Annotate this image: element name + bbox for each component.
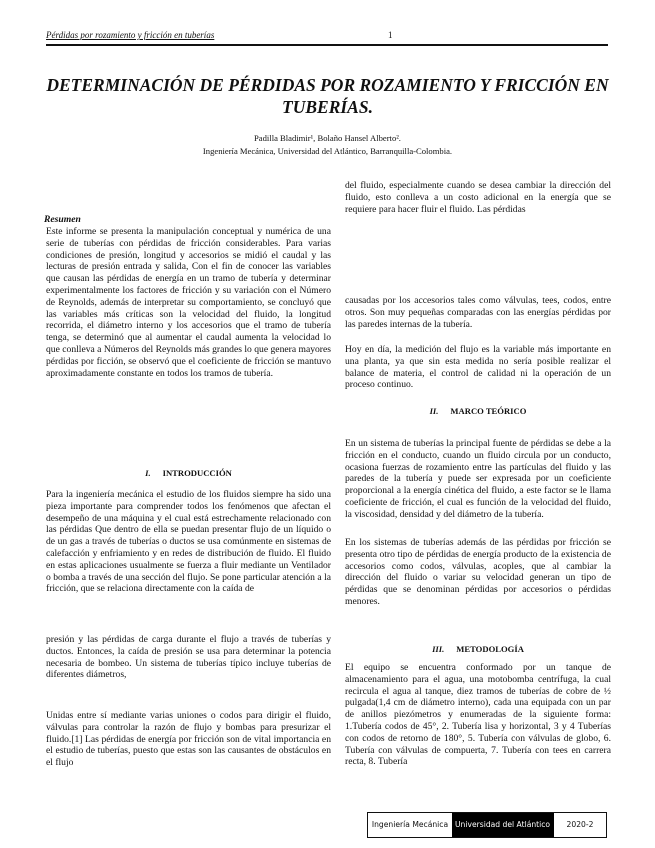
footer-table [367, 812, 607, 838]
section-heading-marco-teorico: II. MARCO TEÓRICO [429, 406, 527, 416]
section-heading-metodologia: III. METODOLOGÍA [432, 644, 524, 654]
header-rule [46, 44, 608, 46]
paper-title: DETERMINACIÓN DE PÉRDIDAS POR ROZAMIENTO Y FRICCIÓN EN TUBERÍAS. [46, 75, 609, 117]
metodologia-paragraph-1: El equipo se encuentra conformado por un tanque de almacenamiento para el agua, una motobomba centrífuga, la cual recircula el agua al tanque, diez tramos de tuberías de cobre de ½ pulgada(1,4 cm de diámetro interno), cada una equipada con un par de anillos piezómetros y enumeradas de la siguiente forma: 1.Tubería codos de 45°, 2. Tubería lisa y horizontal, 3 y 4 Tuberías con codos de retorno de 180°, 5. Tubería con válvulas de globo, 6. Tubería con válvulas de compuerta, 7. Tubería con tees en carrera recta, 8. Tubería [345, 662, 611, 768]
authors: Padilla Bladimir¹, Bolaño Hansel Alberto². [254, 133, 401, 143]
right-paragraph-1: del fluido, especialmente cuando se desea cambiar la dirección del fluido, esto conlleva a un costo adicional en la energía que se requiere para hacer fluir el fluido. Las pérdidas [345, 180, 611, 215]
abstract-heading: Resumen [44, 214, 81, 225]
page-number: 1 [388, 30, 393, 40]
footer-period: 2020-2 [566, 820, 594, 829]
intro-paragraph-3: Unidas entre sí mediante varias uniones o codos para dirigir el fluido, válvulas para controlar la razón de flujo y bombas para presurizar el fluido.[1] Las pérdidas de energía por fricción son de vital importancia en el estudio de tuberías, puesto que estas son las causantes de obstáculos en el flujo [46, 710, 331, 769]
abstract-text: Este informe se presenta la manipulación conceptual y numérica de una serie de tuberías con pérdidas de fricción considerables. Para varias condiciones de presión, longitud y accesorios se midió el caudal y las lecturas de presión entrada y salida, Con el fin de conocer las variables que causan las pérdidas de energía en un tramo de tubería y determinar experimentalmente los factores de fricción y su variación con el Número de Reynolds, además de interpretar su comportamiento, se concluyó que las variables más críticas son la velocidad del fluido, la longitud recorrida, el diámetro interno y los accesorios que el tramo de tubería tenga, se determinó que al aumentar el caudal aumenta la velocidad lo que conlleva a Números del Reynolds más grandes lo que genera mayores pérdidas por ficción, se observó que el coeficiente de fricción se mantuvo aproximadamente constante en todos los tramos de tubería. [46, 226, 331, 379]
section-heading-introduccion: I. INTRODUCCIÓN [145, 468, 232, 478]
right-paragraph-3: Hoy en día, la medición del flujo es la variable más importante en una planta, ya que sin esta medida no sería posible realizar el balance de materia, el control de calidad ni la operación de un proceso continuo. [345, 344, 611, 391]
footer-university: Universidad del Atlántico [452, 813, 554, 837]
marco-paragraph-1: En un sistema de tuberías la principal fuente de pérdidas se debe a la fricción en el conducto, cuando un fluido circula por un conducto, ocasiona fuerzas de rozamiento entre las partículas del fluido y las paredes de la tubería y puede ser expresada por un coeficiente proporcional a la energía cinética del fluido, a este factor se le llama coeficiente de fricción, el cual es función de la velocidad del fluido, la viscosidad, densidad y del diámetro de la tubería. [345, 438, 611, 520]
running-title: Pérdidas por rozamiento y fricción en tuberías [46, 30, 215, 40]
affiliation: Ingeniería Mecánica, Universidad del Atlántico, Barranquilla-Colombia. [202, 146, 453, 156]
intro-paragraph-1: Para la ingeniería mecánica el estudio de los fluidos siempre ha sido una pieza importante para comprender todos los fenómenos que afectan el desempeño de una máquina y el cual está estrechamente relacionado con las pérdidas Que dentro de ella se puedan presentar flujo de un líquido o de un gas a través de tuberías o ductos se usa comúnmente en sistemas de calefacción y enfriamiento y en redes de distribución de fluido. El fluido en estas aplicaciones usualmente se fuerza a fluir mediante un Ventilador o bomba a través de una sección del flujo. Se pone particular atención a la fricción, que se relaciona directamente con la caída de [46, 489, 331, 595]
footer-program: Ingeniería Mecánica [371, 820, 449, 829]
intro-paragraph-2: presión y las pérdidas de carga durante el flujo a través de tuberías y ductos. Entonces, la caída de presión se usa para determinar la potencia necesaria de bombeo. Un sistema de tuberías típico incluye tuberías de diferentes diámetros, [46, 634, 331, 681]
marco-paragraph-2: En los sistemas de tuberías además de las pérdidas por fricción se presenta otro tipo de pérdidas de energía producto de la existencia de accesorios como codos, válvulas, acoples, que al cambiar la dirección del fluido o variar su velocidad generan un tipo de pérdidas que se denominan pérdidas por accesorios o pérdidas menores. [345, 537, 611, 607]
right-paragraph-2: causadas por los accesorios tales como válvulas, tees, codos, entre otros. Son muy pequeñas comparadas con las energías pérdidas por las paredes internas de la tubería. [345, 295, 611, 330]
author-block [40, 132, 615, 158]
